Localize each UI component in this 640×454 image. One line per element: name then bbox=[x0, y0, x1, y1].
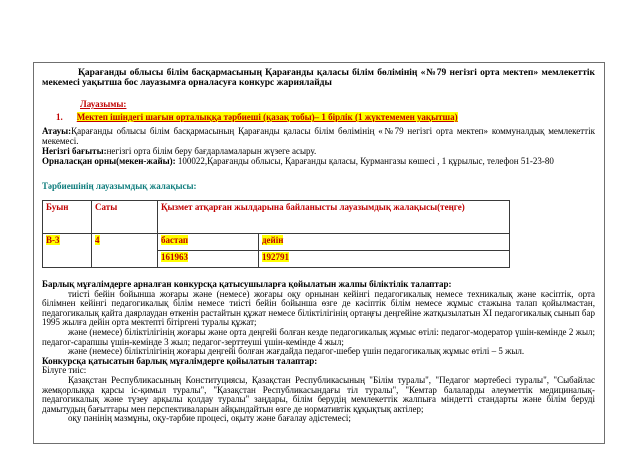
announcement-title: Қарағанды облысы білім басқармасының Қарағанды қаласы білім бөлімінің «№79 негізгі орта мектеп» мемлекеттік мекемесі уақытша бос лауазымға орналасуға конкурс жариялайды bbox=[42, 68, 595, 88]
main-direction-row bbox=[42, 146, 595, 156]
stage-value-text: 4 bbox=[95, 235, 100, 245]
cell-to-label bbox=[259, 234, 510, 251]
salary-table bbox=[42, 200, 510, 268]
must-know-laws-paragraph: Қазақстан Республикасының Конституциясы, Қазақстан Республикасының "Білім туралы", "Педагог мәртебесі туралы", "Сыбайлас жемқорлыққа қарсы іс-қимыл туралы", "Қазақстан Республикасындағы тіл туралы", "Кемтар балаларды әлеуметтік медициналық-педагогикалық және түзеу арқылы қолдау туралы" заңдары, білім берудің мемлекеттік жалпыға міндетті стандарты және білім беруді дамытудың бағыттары мен перспективаларын айқындайтын өзге де нормативтік құқықтық актілер; bbox=[42, 374, 595, 414]
requirements-paragraph-experience: және (немесе) біліктілігінің жоғары және орта деңгейі болған кезде педагогикалық жұмыс өтілі: педагог-модератор үшін-кемінде 2 жыл; педагог-сарапшы үшін-кемінде 3 жыл; педагог-зерттеуші үшін-кемінде 4 жыл; bbox=[42, 326, 595, 347]
organization-name-label: Атауы: bbox=[42, 126, 72, 136]
header-cell-level: Буын bbox=[43, 201, 92, 234]
cell-from-value bbox=[158, 251, 259, 268]
to-value-text: 192791 bbox=[262, 252, 289, 262]
cell-stage-value bbox=[92, 234, 158, 268]
header-cell-salary: Қызмет атқарған жылдарына байланысты лауазымдық жалақысы(теңге) bbox=[158, 201, 510, 234]
vacancy-item-text: Мектеп ішіндегі шағын орталыққа тәрбиеші (қазақ тобы)– 1 бірлік (1 жүктемемен уақытша) bbox=[76, 112, 458, 122]
vacancy-list-item bbox=[56, 112, 595, 122]
address-value: 100022,Қарағанды облысы, Қарағанды қаласы, Курмангазы көшесі , 1 құрылыс, телефон 51-23-80 bbox=[175, 156, 554, 166]
main-direction-label: Негізгі бағыты: bbox=[42, 146, 107, 156]
vacancy-item-number: 1. bbox=[56, 112, 63, 122]
cell-level-value bbox=[43, 234, 92, 268]
requirements-paragraph-education: тиісті бейін бойынша жоғары және (немесе) жоғары оқу орнынан кейінгі педагогикалық немесе техникалық және кәсіптік, орта білімнен кейінгі педагогикалық білім немесе тиісті бейін бойынша өзге де кәсіптік білім немесе жұмыс стажына талап қойылмастан, педагогикалық қайта даярлаудан өткенін растайтын құжат немесе біліктілігінің ортаңғы деңгейіне жатқызылатын ХІ педагогикалық сынып бар 1995 жылға дейін орта мектепті бітіргені туралы құжат; bbox=[42, 288, 595, 328]
to-label-text: дейін bbox=[262, 235, 284, 245]
salary-heading: Тәрбиешінің лауазымдық жалақысы: bbox=[42, 181, 197, 191]
cell-from-label bbox=[158, 234, 259, 251]
from-label-text: бастап bbox=[161, 235, 189, 245]
vacancy-label-text: Лауазымы: bbox=[80, 99, 127, 109]
organization-name-value: Қарағанды облысы білім басқармасының Қарағанды қаласы білім бөлімінің «№79 негізгі орта мектеп» коммуналдық мемлекеттік мекемесі. bbox=[42, 126, 595, 146]
salary-table-header-row bbox=[43, 201, 510, 234]
address-label: Орналасқан орны(мекен-жайы): bbox=[42, 156, 176, 166]
must-know-label: Білуге тиіс: bbox=[42, 365, 87, 376]
must-know-methods-paragraph: оқу пәнінің мазмұны, оқу-тәрбие процесі, оқыту және бағалау әдістемесі; bbox=[68, 413, 351, 424]
address-row bbox=[42, 156, 595, 166]
general-requirements-heading: Барлық мұғалімдерге арналған конкурсқа қатысушыларға қойылатын жалпы біліктілік талаптар: bbox=[42, 279, 452, 289]
vacancy-section-label bbox=[80, 99, 595, 109]
document-border-box bbox=[33, 62, 605, 444]
from-value-text: 161963 bbox=[161, 252, 188, 262]
salary-table-row-labels bbox=[43, 234, 510, 251]
cell-to-value bbox=[259, 251, 510, 268]
requirements-paragraph-master: және (немесе) біліктілігінің жоғары деңгейі болған жағдайда педагог-шебер үшін педагогикалық жұмыс өтілі – 5 жыл. bbox=[68, 346, 525, 357]
organization-name-row bbox=[42, 126, 595, 146]
level-value-text: В-3 bbox=[46, 235, 60, 245]
contest-requirements-heading: Конкурсқа қатысатын барлық мұғалімдерге қойылатын талаптар: bbox=[42, 355, 318, 366]
header-cell-stage: Саты bbox=[92, 201, 158, 234]
requirements-section bbox=[42, 280, 595, 424]
main-direction-value: негізгі орта білім беру бағдарламаларын жүзеге асыру. bbox=[106, 146, 317, 156]
